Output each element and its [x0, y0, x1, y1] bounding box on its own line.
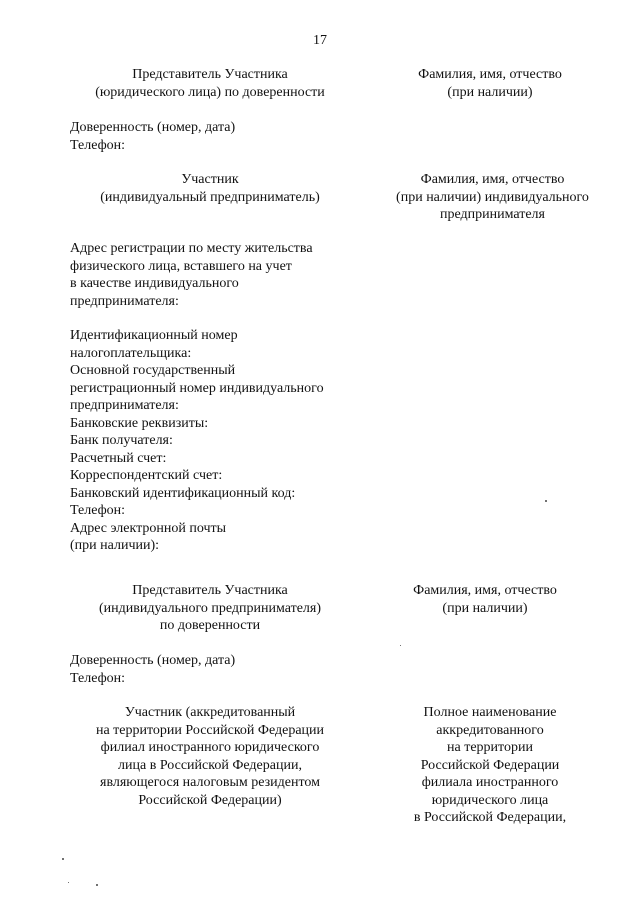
text-line: налогоплательщика:: [70, 345, 192, 361]
text-line: Полное наименование: [423, 705, 557, 720]
scan-speck: [62, 858, 64, 860]
proxy-block-2: [70, 652, 235, 687]
text-line: Участник (аккредитованный: [124, 705, 296, 720]
text-line: Российской Федерации): [138, 792, 282, 808]
ip-registration-address: [70, 240, 313, 310]
text-line: в качестве индивидуального: [70, 276, 239, 291]
text-line: Банковские реквизиты:: [70, 415, 209, 431]
text-line: Корреспондентский счет:: [70, 468, 223, 483]
scan-speck: [400, 645, 401, 646]
text-line: Российской Федерации: [420, 757, 560, 773]
text-line: (индивидуального предпринимателя): [98, 600, 322, 616]
text-line: Телефон:: [70, 670, 126, 686]
text-line: Банк получателя:: [70, 433, 173, 448]
text-line: Фамилия, имя, отчество: [420, 172, 565, 187]
text-line: в Российской Федерации,: [413, 810, 567, 825]
text-line: (при наличии) индивидуального: [396, 189, 589, 205]
text-line: предпринимателя: [440, 207, 545, 222]
participant-ip-name-caption: [380, 171, 605, 224]
text-line: на территории Российской Федерации: [95, 722, 325, 738]
rep-legal-entity-name-caption: [380, 66, 600, 101]
text-line: Доверенность (номер, дата): [70, 120, 236, 135]
text-line: Фамилия, имя, отчество: [418, 67, 562, 82]
text-line: являющегося налоговым резидентом: [100, 775, 320, 790]
text-line: (при наличии): [442, 600, 528, 616]
text-line: Доверенность (номер, дата): [70, 653, 236, 668]
text-line: аккредитованного: [436, 722, 544, 738]
text-line: Основной государственный: [70, 363, 236, 378]
text-line: филиала иностранного: [421, 775, 559, 790]
page-number: 17: [313, 33, 327, 48]
text-line: Идентификационный номер: [70, 328, 238, 343]
text-line: по доверенности: [159, 618, 261, 633]
scan-speck: [68, 882, 69, 883]
text-line: Участник: [181, 172, 239, 187]
text-line: юридического лица: [431, 792, 549, 808]
participant-branch-label: [60, 704, 360, 809]
text-line: Фамилия, имя, отчество: [413, 583, 557, 598]
text-line: (при наличии):: [70, 538, 160, 553]
rep-legal-entity-label: [60, 66, 360, 101]
text-line: физического лица, вставшего на учет: [70, 258, 292, 274]
text-line: (индивидуальный предприниматель): [100, 189, 320, 205]
scan-speck: [545, 500, 547, 502]
text-line: Адрес регистрации по месту жительства: [70, 241, 313, 256]
proxy-block-1: [70, 119, 235, 154]
text-line: предпринимателя:: [70, 398, 179, 413]
participant-branch-name-caption: [380, 704, 600, 827]
text-line: Адрес электронной почты: [70, 520, 227, 536]
text-line: (юридического лица) по доверенности: [95, 84, 325, 100]
text-line: филиал иностранного юридического: [100, 740, 320, 755]
text-line: Представитель Участника: [132, 67, 288, 82]
participant-ip-label: [60, 171, 360, 206]
text-line: Представитель Участника: [132, 583, 288, 598]
text-line: Телефон:: [70, 503, 126, 518]
text-line: регистрационный номер индивидуального: [70, 380, 324, 396]
text-line: Телефон:: [70, 137, 126, 153]
text-line: Банковский идентификационный код:: [70, 485, 296, 501]
text-line: лица в Российской Федерации,: [118, 757, 302, 773]
ip-details-list: [70, 327, 324, 555]
rep-ip-label: [60, 582, 360, 635]
text-line: на территории: [447, 740, 533, 755]
text-line: предпринимателя:: [70, 293, 179, 309]
rep-ip-name-caption: [375, 582, 595, 617]
text-line: (при наличии): [447, 84, 533, 100]
text-line: Расчетный счет:: [70, 450, 167, 466]
scan-speck: [96, 884, 98, 886]
